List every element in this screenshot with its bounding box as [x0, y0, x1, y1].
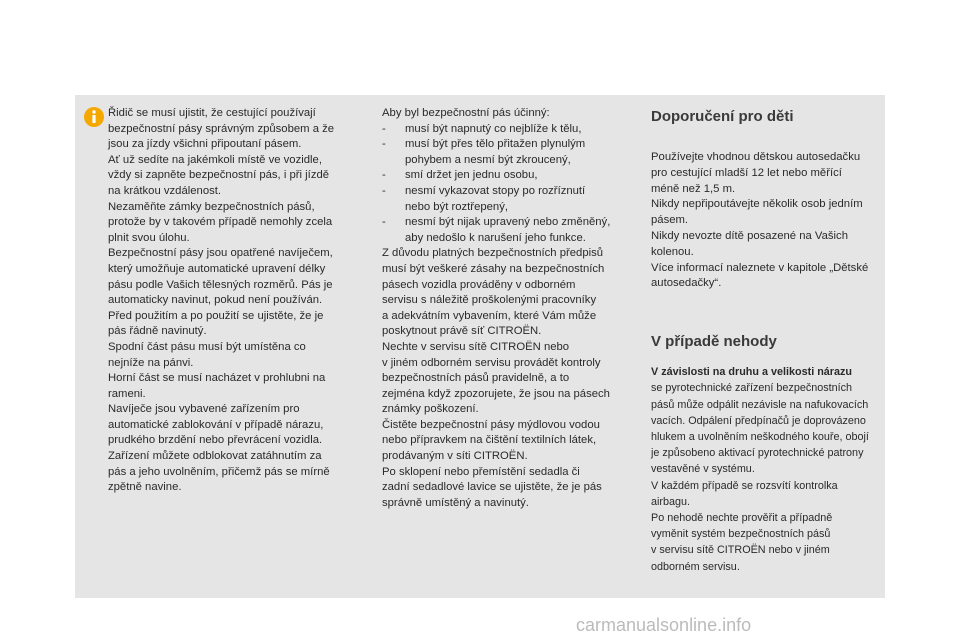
text-line: zadní sedadlové lavice se ujistěte, že je pás	[382, 481, 602, 494]
list-item-text: aby nedošlo k narušení jeho funkce.	[405, 231, 586, 244]
text-line: nejníže na pánvi.	[108, 356, 194, 369]
list-item	[382, 122, 644, 138]
list-item-text: pohybem a nesmí být zkroucený,	[405, 153, 571, 166]
text-line: servisu s náležitě proškolenými pracovníky	[382, 294, 597, 307]
list-item	[382, 215, 644, 246]
kids-section-title: Doporučení pro děti	[651, 108, 794, 125]
text-line: Čistěte bezpečnostní pásy mýdlovou vodou	[382, 418, 600, 431]
text-line: Z důvodu platných bezpečnostních předpisů	[382, 247, 604, 260]
text-line: airbagu.	[651, 495, 691, 508]
accident-section-text	[651, 364, 883, 575]
text-line: prudkého brzdění nebo převrácení vozidla.	[108, 434, 323, 447]
text-line: Zařízení můžete odblokovat zatáhnutím za	[108, 450, 322, 463]
text-line: vestavěné v systému.	[651, 463, 755, 476]
text-line: známky poškození.	[382, 403, 479, 416]
service-text	[382, 246, 644, 511]
text-line: Po nehodě nechte prověřit a případně	[651, 512, 833, 524]
text-line: který umožňuje automatické upravení délky	[108, 262, 326, 275]
text-line: hlukem a uvolněním neškodného kouře, obojí	[651, 430, 869, 443]
text-line: Nechte v servisu sítě CITROËN nebo	[382, 340, 570, 353]
text-line: Spodní část pásu musí být umístěna co	[108, 340, 306, 353]
text-line: bezpečnostní pásy správným způsobem a že	[108, 122, 335, 135]
list-item-text: smí držet jen jednu osobu,	[405, 169, 538, 182]
text-line: Nezaměňte zámky bezpečnostních pásů,	[108, 200, 315, 213]
text-line: Řidič se musí ujistit, že cestující používají	[108, 107, 316, 119]
list-dash: -	[382, 169, 386, 182]
list-item-text: musí být napnutý co nejblíže k tělu,	[405, 122, 582, 135]
text-line: poskytnout právě síť CITROËN.	[382, 325, 542, 338]
text-line: Před použitím a po použití se ujistěte, že je	[108, 309, 324, 322]
right-column	[651, 106, 883, 575]
list-item	[382, 137, 644, 168]
text-line: Po sklopení nebo přemístění sedadla či	[382, 465, 580, 478]
text-line: vyměnit systém bezpečnostních pásů	[651, 528, 831, 541]
seatbelt-usage-text	[108, 106, 370, 496]
accident-section-title: V případě nehody	[651, 333, 777, 351]
effectiveness-list	[382, 122, 644, 247]
text-line: jsou za jízdy všichni připoutaní pásem.	[108, 138, 302, 151]
list-item-text: nesmí vykazovat stopy po rozříznutí	[405, 184, 586, 197]
watermark: carmanualsonline.info	[576, 615, 752, 635]
text-line: pásu podle Vašich tělesných rozměrů. Pás je	[108, 278, 333, 291]
text-line: odborném servisu.	[651, 560, 740, 573]
text-line: Navíječe jsou vybavené zařízením pro	[108, 403, 300, 416]
text-line: Bezpečnostní pásy jsou opatřené navíječem,	[108, 247, 333, 260]
text-line: Horní část se musí nacházet v prohlubni na	[108, 372, 326, 385]
text-line: musí být veškeré zásahy na bezpečnostních	[382, 262, 605, 275]
kids-section-text	[651, 150, 883, 292]
text-line: autosedačky“.	[651, 277, 722, 290]
text-line: na krátkou vzdálenost.	[108, 184, 222, 197]
list-item-text: musí být přes tělo přitažen plynulým	[405, 138, 586, 151]
effectiveness-intro: Aby byl bezpečnostní pás účinný:	[382, 107, 550, 119]
text-line: bezpečnostních pásů pravidelně, a to	[382, 372, 570, 385]
text-line: protože by v takovém případě nemohly zcela	[108, 216, 333, 229]
text-line: zpětně navine.	[108, 481, 182, 494]
text-line: plnit svou úlohu.	[108, 231, 190, 244]
list-item	[382, 168, 644, 184]
text-line: méně než 1,5 m.	[651, 182, 736, 195]
text-line: vždy si zapněte bezpečnostní pás, i při jízdě	[108, 169, 330, 182]
info-icon	[84, 107, 104, 127]
text-line: vacích. Odpálení předpínačů je doprovázeno	[651, 414, 866, 427]
text-line: nebo přípravkem na čištění textilních látek,	[382, 434, 597, 447]
text-line: v jiném odborném servisu provádět kontroly	[382, 356, 601, 369]
text-line: rameni.	[108, 387, 146, 400]
text-line: je způsobeno aktivací pyrotechnické patrony	[651, 447, 864, 460]
text-line: se pyrotechnické zařízení bezpečnostních	[651, 382, 853, 395]
text-line: pro cestující mladší 12 let nebo měřící	[651, 166, 842, 179]
text-line: a adekvátním vybavením, které Vám může	[382, 309, 597, 322]
text-line: Používejte vhodnou dětskou autosedačku	[651, 151, 861, 163]
accident-bold-lead: V závislosti na druhu a velikosti nárazu	[651, 366, 853, 379]
text-line: kolenou.	[651, 245, 694, 258]
text-line: Více informací naleznete v kapitole „Dětské	[651, 261, 869, 274]
list-item-text: nesmí být nijak upravený nebo změněný,	[405, 216, 611, 229]
text-line: pásech vozidla prováděny v odborném	[382, 278, 576, 291]
text-line: pás řádně navinutý.	[108, 325, 207, 338]
list-item-text: nebo být roztřepený,	[405, 200, 508, 213]
list-dash: -	[382, 216, 386, 229]
list-dash: -	[382, 122, 386, 135]
list-dash: -	[382, 138, 386, 151]
text-line: automaticky navinut, pokud není používán.	[108, 294, 323, 307]
seatbelt-effectiveness-text	[382, 106, 644, 511]
text-line: automatické zablokování v případě nárazu,	[108, 418, 324, 431]
text-line: Ať už sedíte na jakémkoli místě ve vozidle,	[108, 153, 322, 166]
text-line: pásů může odpálit nezávisle na nafukovacích	[651, 398, 869, 411]
text-line: Nikdy nevozte dítě posazené na Vašich	[651, 229, 848, 242]
list-item	[382, 184, 644, 215]
text-line: V každém případě se rozsvítí kontrolka	[651, 479, 838, 492]
text-line: pás a jeho uvolněním, přičemž pás se mírně	[108, 465, 330, 478]
text-line: správně umístěný a navinutý.	[382, 496, 529, 509]
list-dash: -	[382, 184, 386, 197]
text-line: prodávaným v síti CITROËN.	[382, 450, 528, 463]
text-line: v servisu sítě CITROËN nebo v jiném	[651, 544, 830, 557]
text-line: zejména když zpozorujete, že jsou na pásech	[382, 387, 610, 400]
text-line: pásem.	[651, 214, 689, 227]
text-line: Nikdy nepřipoutávejte několik osob jedním	[651, 198, 863, 211]
